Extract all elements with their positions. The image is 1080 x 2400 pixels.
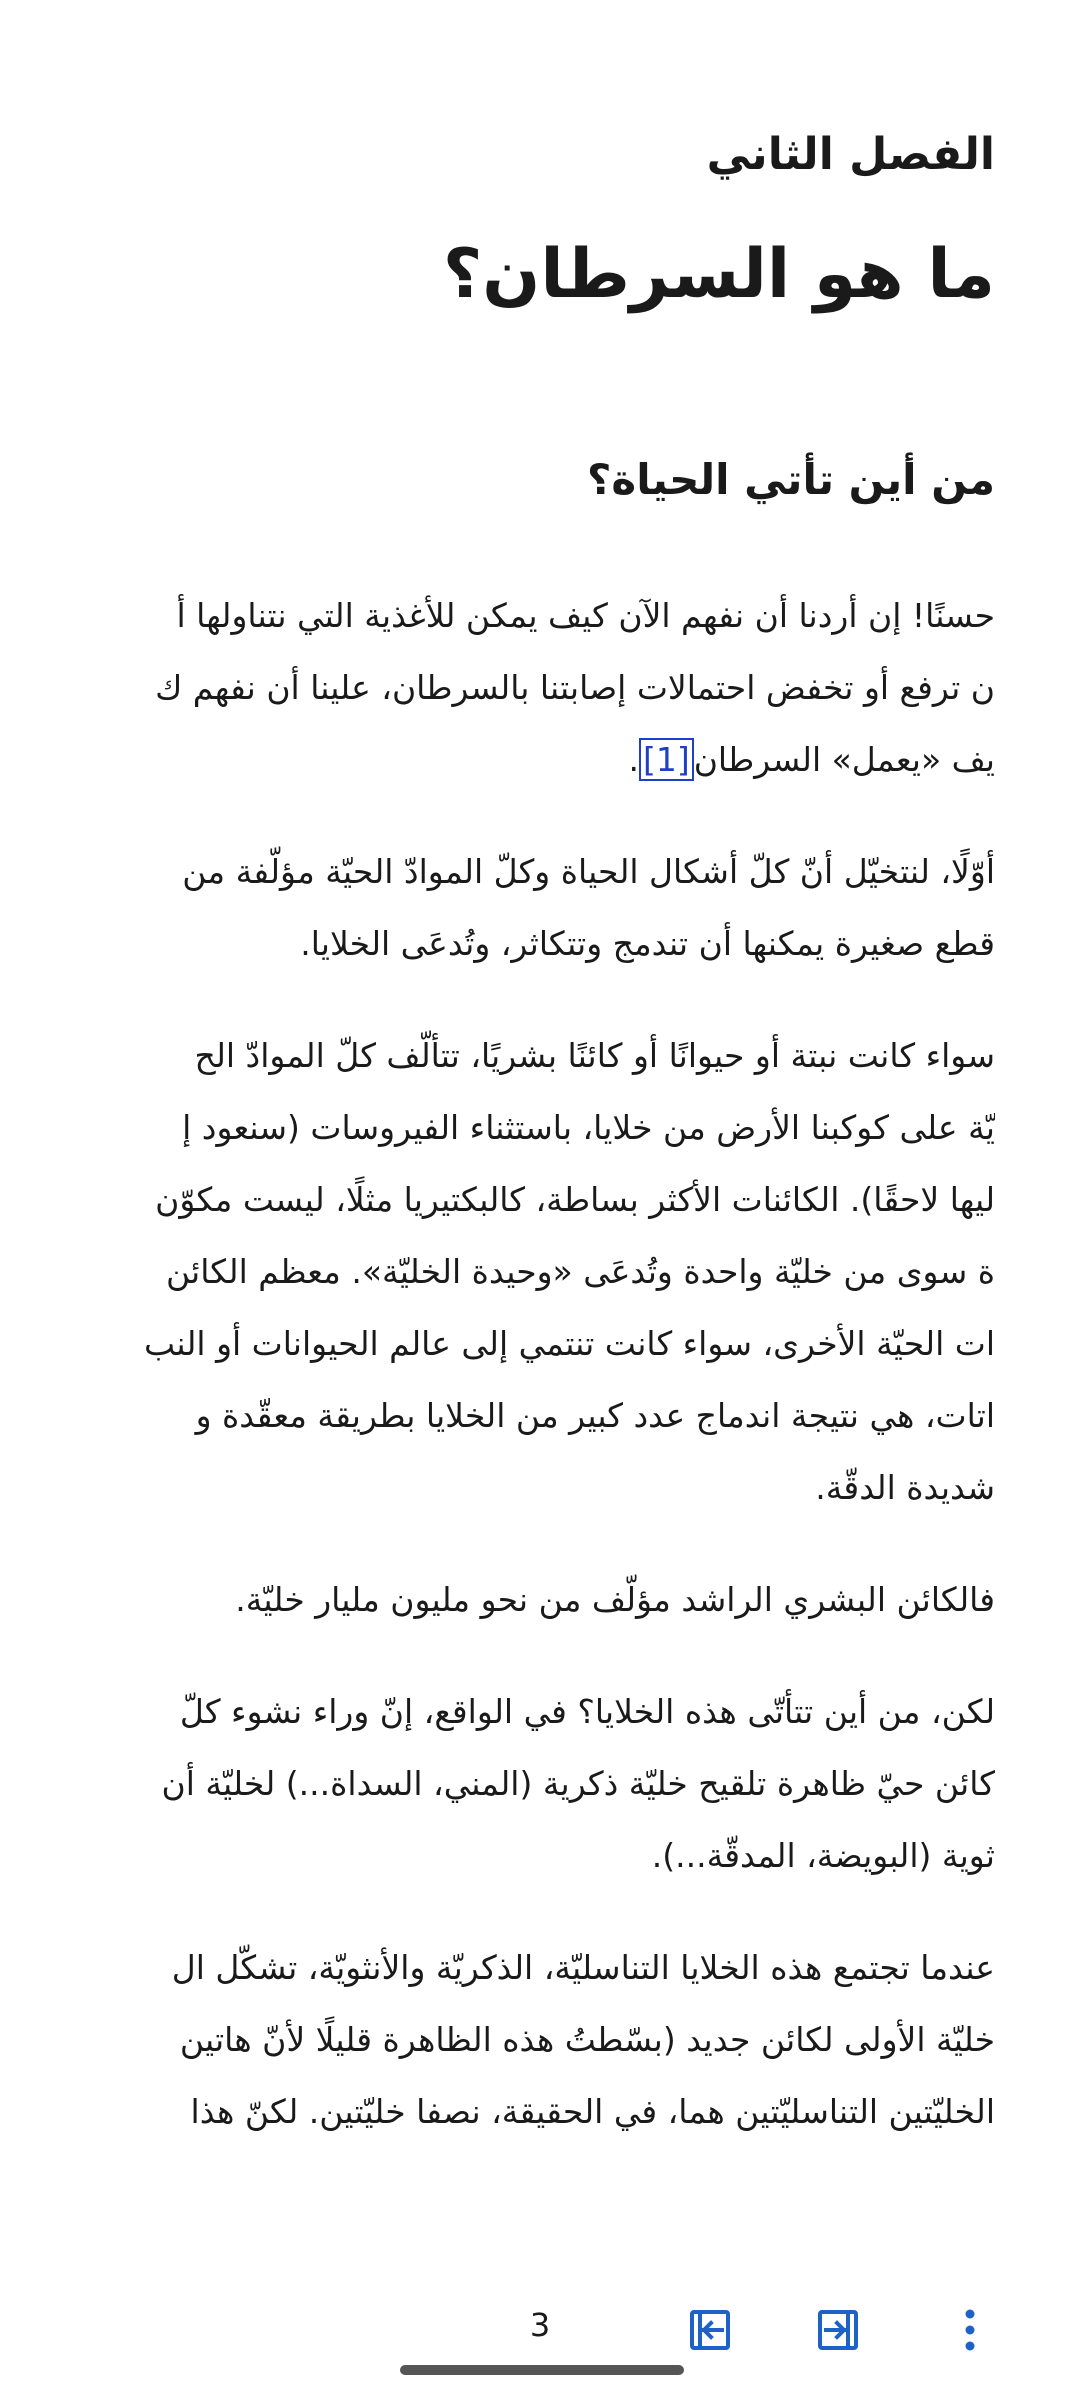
- body-text: [90, 580, 995, 2188]
- paragraph-line: قطع صغيرة يمكنها أن تندمج وتتكاثر، وتُدعَى الخلايا.: [300, 924, 995, 963]
- paragraph-line-end: .: [628, 740, 639, 779]
- paragraph-1: [90, 580, 995, 796]
- arrow-to-left-edge-icon[interactable]: [686, 2306, 734, 2354]
- arrow-to-right-edge-icon[interactable]: [814, 2306, 862, 2354]
- reader-toolbar: [0, 2290, 1080, 2370]
- section-title: من أين تأتي الحياة؟: [587, 455, 995, 504]
- more-vertical-icon[interactable]: [946, 2306, 994, 2354]
- paragraph-line: كائن حيّ ظاهرة تلقيح خليّة ذكرية (المني، السداة...) لخليّة أن: [161, 1764, 995, 1803]
- paragraph-5: [90, 1676, 995, 1892]
- paragraph-line: عندما تجتمع هذه الخلايا التناسليّة، الذكريّة والأنثويّة، تشكّل ال: [171, 1948, 995, 1987]
- paragraph-6: [90, 1932, 995, 2148]
- paragraph-line: شديدة الدقّة.: [815, 1468, 995, 1507]
- paragraph-line: سواء كانت نبتة أو حيوانًا أو كائنًا بشريًا، تتألّف كلّ الموادّ الح: [194, 1036, 995, 1075]
- chapter-label: الفصل الثاني: [706, 129, 995, 180]
- paragraph-line: أوّلًا، لنتخيّل أنّ كلّ أشكال الحياة وكلّ الموادّ الحيّة مؤلّفة من: [182, 852, 995, 891]
- paragraph-line: ثوية (البويضة، المدقّة...).: [651, 1836, 995, 1875]
- paragraph-line: الخليّتين التناسليّتين هما، في الحقيقة، نصفا خليّتين. لكنّ هذا: [190, 2092, 995, 2131]
- paragraph-line: اتات، هي نتيجة اندماج عدد كبير من الخلايا بطريقة معقّدة و: [195, 1396, 995, 1435]
- page-number: 3: [529, 2306, 551, 2344]
- paragraph-3: [90, 1020, 995, 1524]
- paragraph-line: يّة على كوكبنا الأرض من خلايا، باستثناء الفيروسات (سنعود إ: [182, 1108, 995, 1147]
- paragraph-line: ة سوى من خليّة واحدة وتُدعَى «وحيدة الخليّة». معظم الكائن: [165, 1252, 995, 1291]
- paragraph-line: لكن، من أين تتأتّى هذه الخلايا؟ في الواقع، إنّ وراء نشوء كلّ: [179, 1692, 995, 1731]
- paragraph-line: ات الحيّة الأخرى، سواء كانت تنتمي إلى عالم الحيوانات أو النب: [144, 1324, 995, 1363]
- paragraph-line-text: يف «يعمل» السرطان: [693, 740, 995, 779]
- paragraph-line: حسنًا! إن أردنا أن نفهم الآن كيف يمكن للأغذية التي نتناولها أ: [176, 596, 995, 635]
- chapter-title: ما هو السرطان؟: [442, 235, 995, 314]
- paragraph-line: [90, 724, 995, 796]
- paragraph-line: فالكائن البشري الراشد مؤلّف من نحو مليون مليار خليّة.: [235, 1580, 995, 1619]
- footnote-link[interactable]: [1]: [639, 738, 694, 781]
- paragraph-4: [90, 1564, 995, 1636]
- reader-page: [90, 0, 995, 2240]
- home-indicator[interactable]: [400, 2365, 684, 2375]
- paragraph-line: خليّة الأولى لكائن جديد (بسّطتُ هذه الظاهرة قليلًا لأنّ هاتين: [179, 2020, 995, 2059]
- paragraph-2: [90, 836, 995, 980]
- paragraph-line: ليها لاحقًا). الكائنات الأكثر بساطة، كالبكتيريا مثلًا، ليست مكوّن: [155, 1180, 995, 1219]
- paragraph-line: ن ترفع أو تخفض احتمالات إصابتنا بالسرطان، علينا أن نفهم ك: [155, 668, 995, 707]
